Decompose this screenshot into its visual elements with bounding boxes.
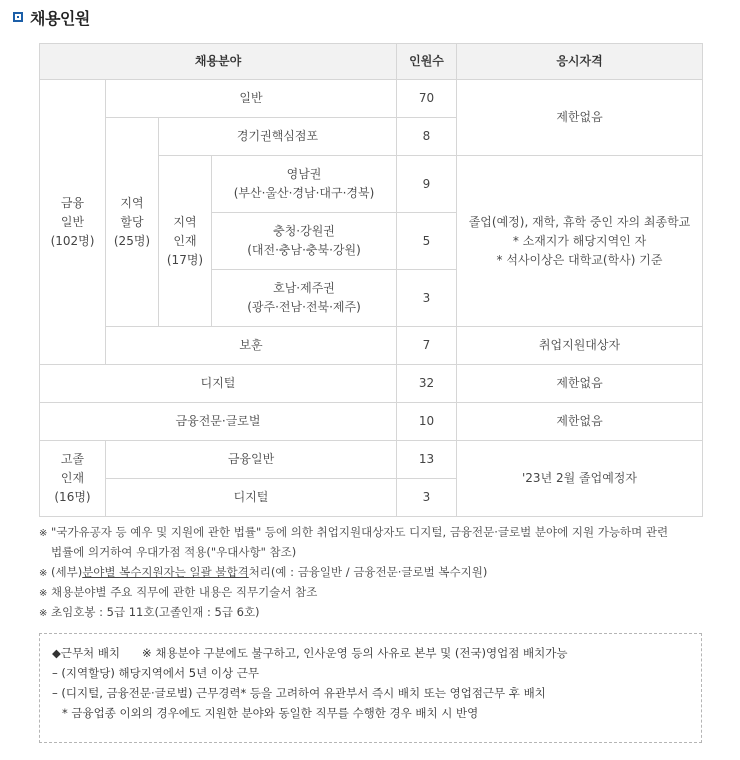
region-allocation-group: 지역 할당 (25명) bbox=[106, 118, 159, 327]
chungcheong-count: 5 bbox=[397, 213, 457, 270]
gyeonggi-count: 8 bbox=[397, 118, 457, 156]
section-title: 채용인원 bbox=[13, 6, 90, 28]
honam-field: 호남·제주권 (광주·전남·전북·제주) bbox=[212, 270, 397, 327]
finance-global-count: 10 bbox=[397, 403, 457, 441]
finance-general-group: 금융 일반 (102명) bbox=[40, 80, 106, 365]
workplace-assignment-box bbox=[39, 633, 702, 743]
table-row bbox=[40, 80, 703, 118]
highschool-group: 고졸 인재 (16명) bbox=[40, 441, 106, 517]
table-row bbox=[40, 441, 703, 479]
digital-field: 디지털 bbox=[40, 365, 397, 403]
square-bullet-icon bbox=[13, 12, 23, 22]
qualification-cell: 제한없음 bbox=[457, 80, 703, 156]
honam-count: 3 bbox=[397, 270, 457, 327]
hs-digital-field: 디지털 bbox=[106, 479, 397, 517]
hs-finance-count: 13 bbox=[397, 441, 457, 479]
reference-mark-icon bbox=[39, 522, 47, 544]
notes bbox=[39, 522, 709, 622]
header-qualification: 응시자격 bbox=[457, 44, 703, 80]
table-row bbox=[40, 365, 703, 403]
yeongnam-count: 9 bbox=[397, 156, 457, 213]
finance-global-field: 금융전문·글로벌 bbox=[40, 403, 397, 441]
gyeonggi-field: 경기권핵심점포 bbox=[159, 118, 397, 156]
reference-mark-icon bbox=[39, 562, 47, 584]
reference-mark-icon bbox=[39, 602, 47, 624]
finance-global-qualification: 제한없음 bbox=[457, 403, 703, 441]
table-row bbox=[40, 403, 703, 441]
note-item: ※ 초임호봉 : 5급 11호(고졸인재 : 5급 6호) bbox=[39, 602, 709, 622]
chungcheong-field: 충청·강원권 (대전·충남·충북·강원) bbox=[212, 213, 397, 270]
qualification-region: 졸업(예정), 재학, 휴학 중인 자의 최종학교 * 소재지가 해당지역인 자 * 석사이상은 대학교(학사) 기준 bbox=[457, 156, 703, 327]
digital-qualification: 제한없음 bbox=[457, 365, 703, 403]
veterans-count: 7 bbox=[397, 327, 457, 365]
hs-finance-field: 금융일반 bbox=[106, 441, 397, 479]
region-talent-group: 지역 인재 (17명) bbox=[159, 156, 212, 327]
table-row bbox=[40, 327, 703, 365]
recruitment-table bbox=[39, 43, 703, 517]
hs-qualification: '23년 2월 졸업예정자 bbox=[457, 441, 703, 517]
digital-count: 32 bbox=[397, 365, 457, 403]
reference-mark-icon bbox=[39, 582, 47, 604]
box-item: – (지역할당) 해당지역에서 5년 이상 근무 bbox=[52, 666, 259, 680]
yeongnam-field: 영남권 (부산·울산·경남·대구·경북) bbox=[212, 156, 397, 213]
general-field: 일반 bbox=[106, 80, 397, 118]
hs-digital-count: 3 bbox=[397, 479, 457, 517]
general-count: 70 bbox=[397, 80, 457, 118]
note-item: ※ "국가유공자 등 예우 및 지원에 관한 법률" 등에 의한 취업지원대상자도 디지털, 금융전문·글로벌 분야에 지원 가능하며 관련 법률에 의거하여 우대가점 적용("우대사항" 참조) bbox=[39, 522, 709, 562]
box-item: – (디지털, 금융전문·글로벌) 근무경력* 등을 고려하여 유관부서 즉시 배치 또는 영업점근무 후 배치 bbox=[52, 686, 546, 700]
veterans-qualification: 취업지원대상자 bbox=[457, 327, 703, 365]
header-field: 채용분야 bbox=[40, 44, 397, 80]
header-row bbox=[40, 44, 703, 80]
note-item: ※ 채용분야별 주요 직무에 관한 내용은 직무기술서 참조 bbox=[39, 582, 709, 602]
note-item: ※ (세부)분야별 복수지원자는 일괄 불합격처리(예 : 금융일반 / 금융전문·글로벌 복수지원) bbox=[39, 562, 709, 582]
box-subitem: * 금융업종 이외의 경우에도 지원한 분야와 동일한 직무를 수행한 경우 배치 시 반영 bbox=[62, 706, 479, 720]
box-heading: ◆근무처 배치 ※ 채용분야 구분에도 불구하고, 인사운영 등의 사유로 본부 및 (전국)영업점 배치가능 bbox=[52, 646, 568, 660]
veterans-field: 보훈 bbox=[106, 327, 397, 365]
header-count: 인원수 bbox=[397, 44, 457, 80]
